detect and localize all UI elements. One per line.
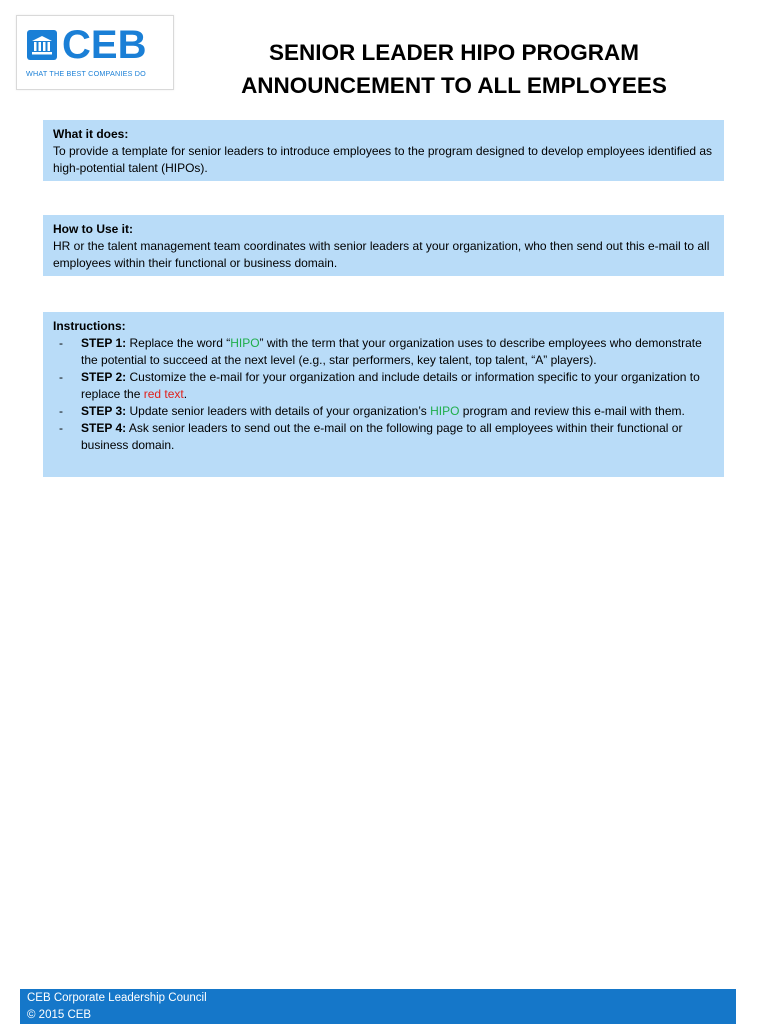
instructions-panel [43, 312, 724, 477]
step-label: STEP 3 [81, 404, 123, 418]
how-to-use-panel [43, 215, 724, 276]
logo-tagline: WHAT THE BEST COMPANIES DO [26, 69, 146, 78]
list-bullet: - [59, 421, 63, 435]
step-text: Update senior leaders with details of your organization’s [126, 404, 431, 418]
logo-wordmark: CEB [62, 23, 147, 67]
building-icon [27, 30, 57, 60]
step-item: - STEP 3: Update senior leaders with details of your organization’s HIPO program and review this e-mail with them. [59, 404, 685, 418]
step-text-end: . [183, 387, 188, 401]
step-item: - STEP 2: Customize the e-mail for your organization and include details or information specific to your organization to replace the red text. [59, 370, 700, 401]
step-text: Replace the word “ [126, 336, 231, 350]
step-item: - STEP 4: Ask senior leaders to send out the e-mail on the following page to all employees within their functional or business domain. [59, 421, 683, 452]
step-highlight: red text [143, 387, 184, 401]
step-label: STEP 4 [81, 421, 123, 435]
ceb-logo [16, 15, 174, 90]
what-it-does-panel [43, 120, 724, 181]
step-item: - STEP 1: Replace the word “HIPO” with the term that your organization uses to describe employees who demonstrate the potential to succeed at the next level (e.g., star performers, key talent, top talent, “A” players). [59, 336, 702, 367]
step-highlight: HIPO [430, 404, 460, 418]
title-line-1: SENIOR LEADER HIPO PROGRAM [268, 40, 640, 65]
list-bullet: - [59, 404, 63, 418]
how-to-use-body: HR or the talent management team coordinates with senior leaders at your organization, who then send out this e-mail to all employees within their functional or business domain. [53, 239, 710, 270]
what-it-does-heading: What it does: [53, 127, 129, 141]
step-label: STEP 1 [81, 336, 123, 350]
instructions-heading: Instructions: [53, 319, 126, 333]
title-line-2: ANNOUNCEMENT TO ALL EMPLOYEES [241, 73, 667, 98]
step-label: STEP 2 [81, 370, 123, 384]
instructions-step-list [53, 335, 714, 454]
step-text-end: program and review this e-mail with them. [459, 404, 685, 418]
how-to-use-heading: How to Use it: [53, 222, 133, 236]
step-text-end: ” with the term that your organization uses to describe employees who demonstrate the potential to succeed at the next level (e.g., star performers, key talent, top talent, “A” players). [81, 336, 702, 367]
page-footer [20, 989, 736, 1024]
list-bullet: - [59, 370, 63, 384]
step-highlight: HIPO [230, 336, 260, 350]
document-title [200, 36, 708, 102]
step-text: Ask senior leaders to send out the e-mail on the following page to all employees within their functional or business domain. [81, 421, 683, 452]
list-bullet: - [59, 336, 63, 350]
footer-council: CEB Corporate Leadership Council [27, 992, 207, 1004]
what-it-does-body: To provide a template for senior leaders to introduce employees to the program designed to develop employees identified as high-potential talent (HIPOs). [53, 144, 713, 175]
footer-copyright: © 2015 CEB [27, 1009, 92, 1021]
step-text: Customize the e-mail for your organization and include details or information specific to your organization to replace the [81, 370, 700, 401]
